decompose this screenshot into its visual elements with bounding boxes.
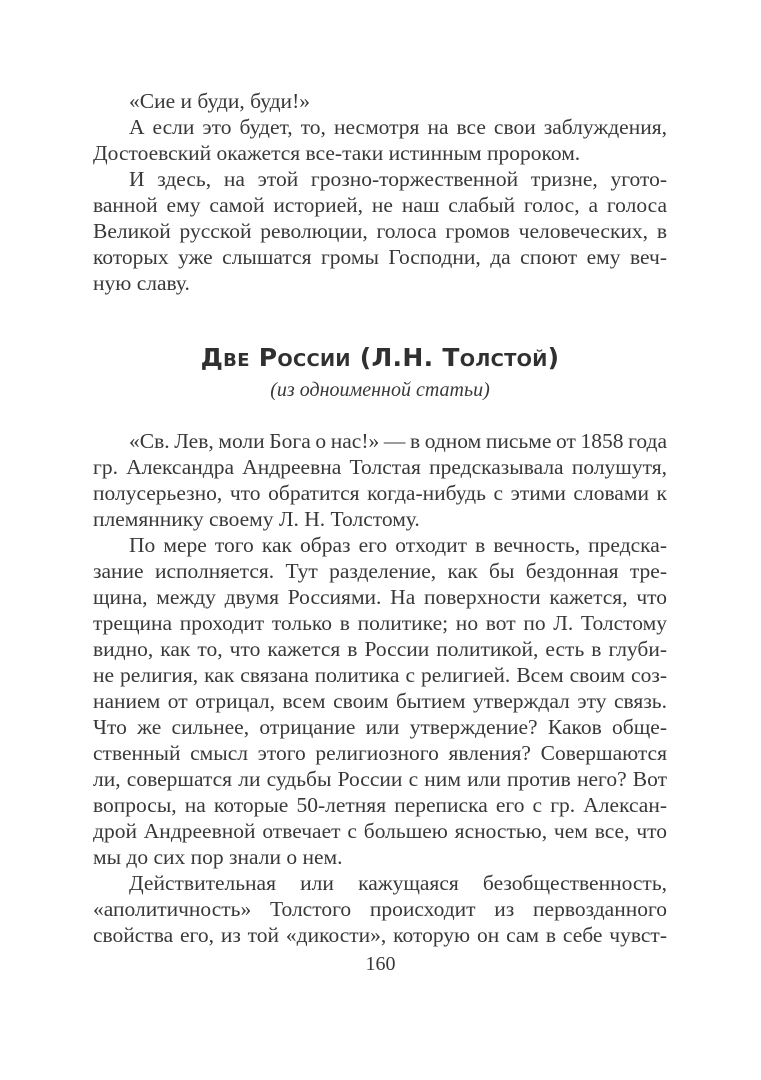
page-number: 160 bbox=[365, 953, 396, 975]
text-line bbox=[93, 792, 667, 818]
text-line bbox=[93, 454, 667, 480]
text-line bbox=[93, 688, 667, 714]
text-line-content: нанием от отрицал, всем своим бытием утверждал эту связь. bbox=[93, 689, 667, 713]
text-line-content: племяннику своему Л. Н. Толстому. bbox=[93, 507, 420, 531]
text-line bbox=[93, 114, 667, 140]
text-line bbox=[93, 636, 667, 662]
text-line-content: щина, между двумя Россиями. На поверхности кажется, что bbox=[93, 585, 667, 609]
text-line-content: не религия, как связана политика с религией. Всем своим соз- bbox=[93, 663, 667, 687]
text-line bbox=[93, 844, 667, 870]
text-line-content: вопросы, на которые 50-летняя переписка его с гр. Алексан- bbox=[93, 793, 667, 817]
text-line bbox=[93, 428, 667, 454]
text-line bbox=[93, 480, 667, 506]
text-line bbox=[93, 714, 667, 740]
text-line-content: ственный смысл этого религиозного явления? Совершаются bbox=[93, 741, 667, 765]
text-line bbox=[93, 870, 667, 896]
text-line-content: мы до сих пор знали о нем. bbox=[93, 845, 343, 869]
text-line-content: ную славу. bbox=[93, 271, 190, 295]
paragraph bbox=[93, 114, 667, 166]
text-line bbox=[93, 166, 667, 192]
text-line-content: свойства его, из той «дикости», которую он сам в себе чувст- bbox=[93, 923, 667, 947]
text-line-content: Что же сильнее, отрицание или утверждение? Каков обще- bbox=[93, 715, 667, 739]
text-line bbox=[93, 766, 667, 792]
paragraph bbox=[93, 870, 667, 948]
text-line bbox=[93, 922, 667, 948]
text-line-content: гр. Александра Андреевна Толстая предсказывала полушутя, bbox=[93, 455, 667, 479]
text-line bbox=[93, 88, 667, 114]
text-flow bbox=[93, 88, 667, 948]
text-line-content: трещина проходит только в политике; но вот по Л. Толстому bbox=[93, 611, 667, 635]
text-line bbox=[93, 662, 667, 688]
text-line bbox=[93, 506, 667, 532]
text-line-content: По мере того как образ его отходит в вечность, предска- bbox=[129, 533, 667, 557]
text-line-content: Действительная или кажущаяся безобщественность, bbox=[129, 871, 667, 895]
section-subtitle: (из одноименной статьи) bbox=[270, 379, 490, 401]
text-line-content: А если это будет, то, несмотря на все свои заблуждения, bbox=[129, 115, 667, 139]
text-line bbox=[93, 244, 667, 270]
text-line-content: ванной ему самой историей, не наш слабый голос, а голоса bbox=[93, 193, 667, 217]
text-line-content: «Св. Лев, моли Бога о нас!» — в одном письме от 1858 года bbox=[129, 429, 667, 453]
text-line bbox=[93, 532, 667, 558]
text-line-content: «аполитичность» Толстого происходит из первозданного bbox=[93, 897, 667, 921]
section-heading: Две России (Л.Н. Толстой) bbox=[200, 343, 560, 372]
text-line bbox=[93, 610, 667, 636]
text-line bbox=[93, 140, 667, 166]
paragraph bbox=[93, 88, 667, 114]
text-line-content: полусерьезно, что обратится когда-нибудь с этими словами к bbox=[93, 481, 667, 505]
text-line bbox=[93, 740, 667, 766]
text-line-content: И здесь, на этой грозно-торжественной тризне, угото- bbox=[129, 167, 667, 191]
text-line bbox=[93, 818, 667, 844]
text-line bbox=[93, 558, 667, 584]
text-line bbox=[93, 192, 667, 218]
text-line-content: Достоевский окажется все-таки истинным пророком. bbox=[93, 141, 581, 165]
paragraph bbox=[93, 166, 667, 296]
text-line-content: видно, как то, что кажется в России политикой, есть в глуби- bbox=[93, 637, 667, 661]
text-line bbox=[93, 584, 667, 610]
text-line bbox=[93, 270, 667, 296]
text-line-content: зание исполняется. Тут разделение, как бы бездонная тре- bbox=[93, 559, 667, 583]
text-line bbox=[93, 218, 667, 244]
text-line-content: дрой Андреевной отвечает с большею ясностью, чем все, что bbox=[93, 819, 667, 843]
text-line bbox=[93, 896, 667, 922]
paragraph bbox=[93, 428, 667, 532]
text-line-content: Великой русской революции, голоса громов человеческих, в bbox=[93, 219, 667, 243]
paragraph bbox=[93, 532, 667, 870]
text-line-content: ли, совершатся ли судьбы России с ним или против него? Вот bbox=[93, 767, 667, 791]
text-line-content: которых уже слышатся громы Господни, да споют ему веч- bbox=[93, 245, 667, 269]
text-line-content: «Сие и буди, буди!» bbox=[129, 89, 310, 113]
